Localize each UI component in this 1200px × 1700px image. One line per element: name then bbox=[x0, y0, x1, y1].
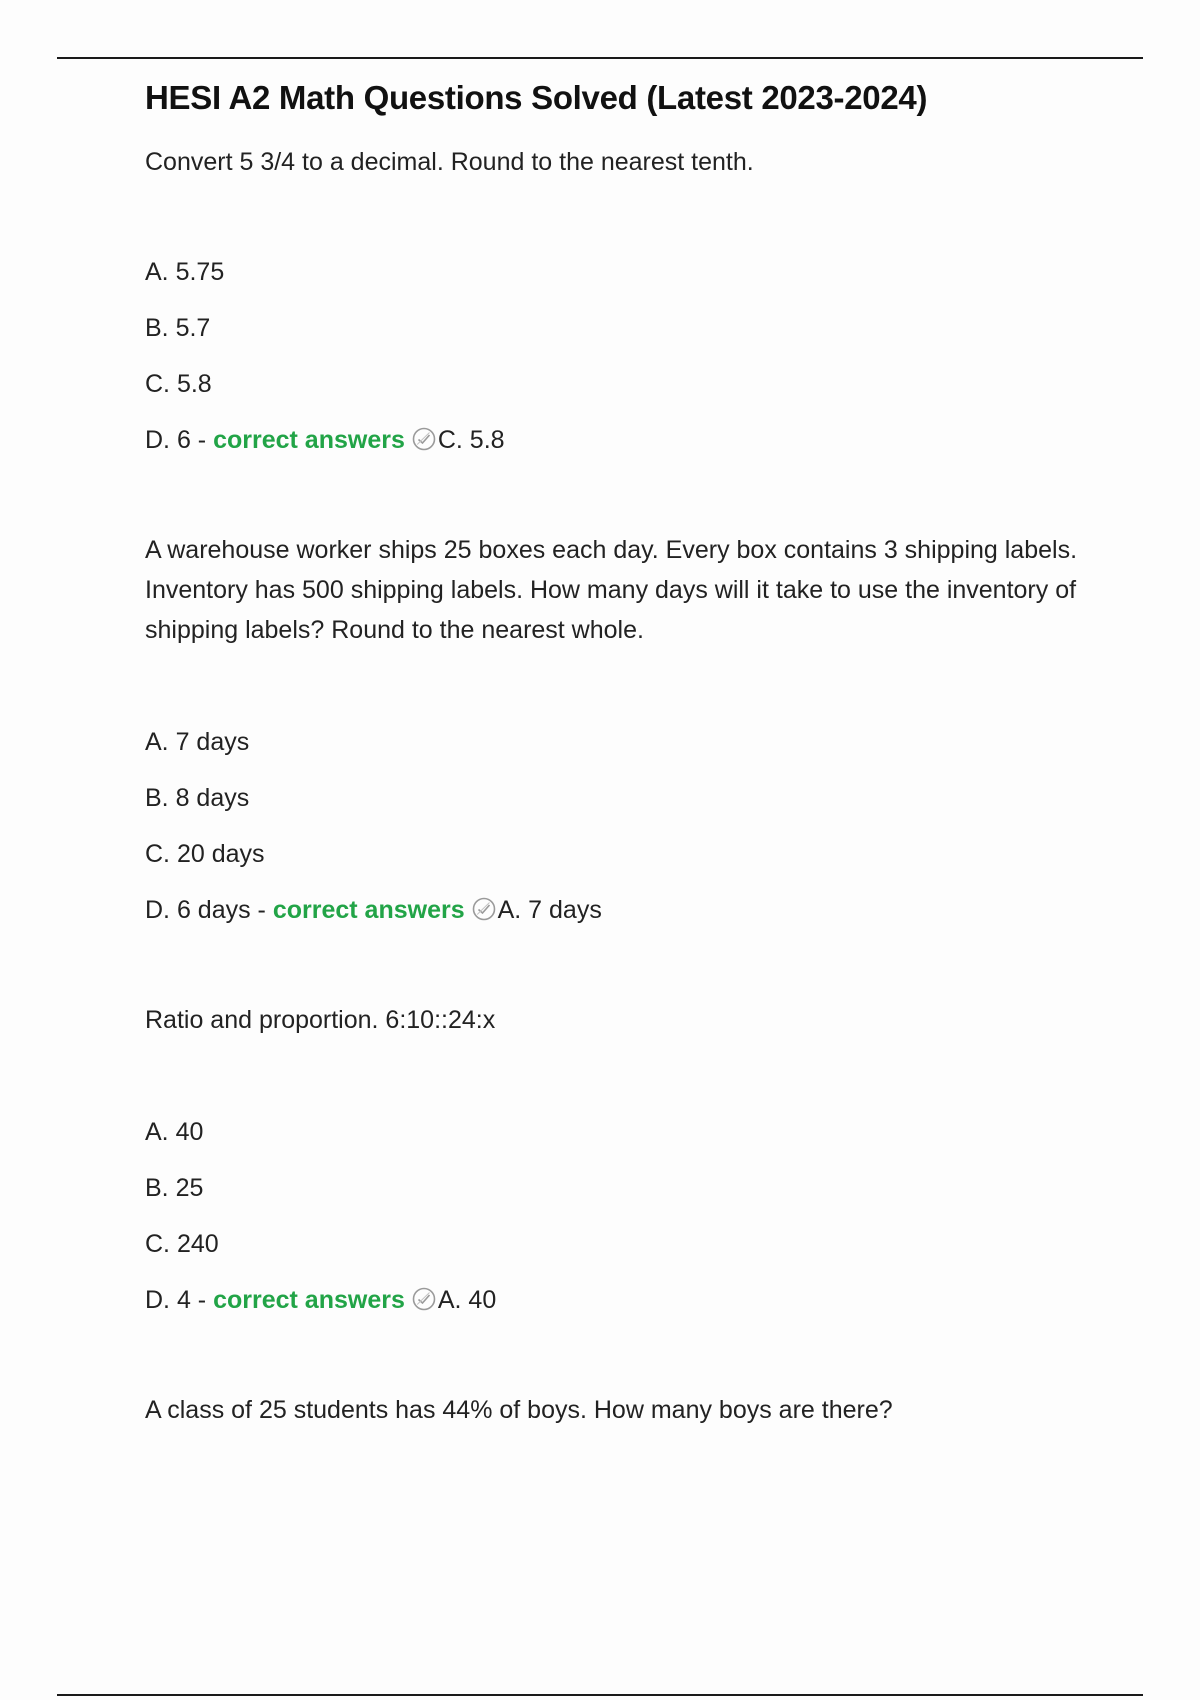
option-c: C. 20 days bbox=[145, 840, 265, 868]
option-d: D. 4 - bbox=[145, 1286, 214, 1314]
question-text: A warehouse worker ships 25 boxes each day. Every box contains 3 shipping labels. Inventory has 500 shipping labels. How many days will it take to use the inventory of shipping labels? Round to the nearest whole. bbox=[145, 536, 1078, 644]
top-rule bbox=[57, 57, 1143, 59]
check-circle-icon bbox=[411, 1286, 437, 1312]
option-a: A. 7 days bbox=[145, 728, 250, 756]
option-d: D. 6 days - bbox=[145, 896, 273, 924]
question-block-3 bbox=[145, 1000, 1085, 1317]
question-text: Convert 5 3/4 to a decimal. Round to the nearest tenth. bbox=[145, 148, 754, 176]
question-text: A class of 25 students has 44% of boys. How many boys are there? bbox=[145, 1396, 893, 1424]
question-block-4 bbox=[145, 1390, 1085, 1430]
option-list bbox=[145, 725, 1085, 927]
option-d-with-answer bbox=[145, 423, 1085, 457]
option-a: A. 40 bbox=[145, 1118, 204, 1146]
check-circle-icon bbox=[471, 896, 497, 922]
option-c: C. 240 bbox=[145, 1230, 219, 1258]
bottom-rule bbox=[57, 1694, 1143, 1696]
option-b: B. 25 bbox=[145, 1174, 204, 1202]
option-list bbox=[145, 255, 1085, 457]
answer-value: A. 7 days bbox=[497, 896, 602, 924]
option-d-with-answer bbox=[145, 1283, 1085, 1317]
option-a: A. 5.75 bbox=[145, 258, 225, 286]
answer-value: A. 40 bbox=[437, 1286, 497, 1314]
option-c: C. 5.8 bbox=[145, 370, 212, 398]
question-block-2 bbox=[145, 530, 1085, 927]
question-block-1 bbox=[145, 142, 1085, 457]
answer-value: C. 5.8 bbox=[437, 426, 505, 454]
correct-answers-label: correct answers bbox=[213, 426, 405, 454]
document-title: HESI A2 Math Questions Solved (Latest 2023-2024) bbox=[145, 79, 928, 116]
check-circle-icon bbox=[411, 426, 437, 452]
correct-answers-label: correct answers bbox=[213, 1286, 405, 1314]
option-b: B. 8 days bbox=[145, 784, 250, 812]
option-b: B. 5.7 bbox=[145, 314, 211, 342]
document-body bbox=[145, 76, 1085, 1430]
option-d: D. 6 - bbox=[145, 426, 214, 454]
option-d-with-answer bbox=[145, 893, 1085, 927]
question-text: Ratio and proportion. 6:10::24:x bbox=[145, 1006, 496, 1034]
correct-answers-label: correct answers bbox=[272, 896, 465, 924]
option-list bbox=[145, 1115, 1085, 1317]
